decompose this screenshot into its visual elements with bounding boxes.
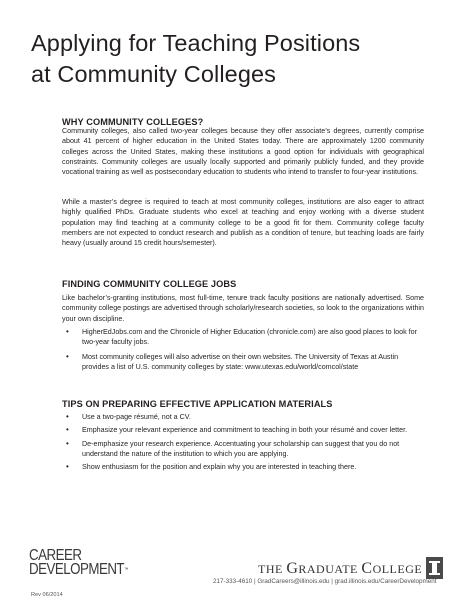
section-heading-finding: FINDING COMMUNITY COLLEGE JOBS — [62, 279, 237, 289]
finding-paragraph-1: Like bachelor’s-granting institutions, most full-time, tenure track faculty positions are nationally advertised. Some community college postings are advertised through scholarly/research societies, so look to the organizations within your own discipline. — [62, 294, 424, 323]
wordmark-c: C — [361, 560, 373, 577]
page-title-line-2: at Community Colleges — [31, 61, 277, 87]
career-development-logo — [29, 549, 132, 577]
wordmark-ollege: OLLEGE — [372, 562, 423, 576]
bullet-text: Emphasize your relevant experience and commitment to teaching in both your résumé and cover letter. — [82, 426, 408, 435]
list-item — [62, 352, 424, 373]
finding-bullet-list — [62, 327, 424, 372]
why-paragraph-2: While a master’s degree is required to teach at most community colleges, institutions are also eager to attract highly qualified PhDs. Graduate students who excel at teaching and enjoy working with a diverse student population may find teaching at a community college to be a good fit for them. Community college faculty members are not expected to conduct research and publish as a condition of tenure, but teaching loads are fairly heavy (usually around 15 credit hours/semester). — [62, 198, 424, 248]
page-title — [31, 28, 451, 90]
bullet-icon: • — [66, 412, 69, 421]
career-logo-line-1: CAREER — [29, 547, 82, 564]
illinois-block-i-icon — [426, 557, 443, 579]
why-paragraph-1: Community colleges, also called two-year colleges because they offer associate’s degrees, currently comprise about 41 percent of higher education in the United States today. There are approximately 1200 community colleges across the United States, making these institutions a good option for individuals with geographical constraints. Community colleges are usually locally supported and primarily publicly funded, and they provide vocational training as well as postsecondary education to students who intend to transfer to four-year institutions. — [62, 127, 424, 177]
career-logo-line-2-text: DEVELOPMENT — [29, 561, 125, 578]
list-item — [62, 412, 424, 422]
list-item — [62, 425, 424, 435]
bullet-text: De-emphasize your research experience. Accentuating your scholarship can suggest that you do not understand the nature of the institution to which you are applying. — [82, 439, 400, 458]
bullet-text: Show enthusiasm for the position and explain why you are interested in teaching there. — [82, 463, 357, 472]
list-item — [62, 327, 424, 348]
trademark-symbol: ™ — [124, 567, 129, 573]
revision-date: Rev 06/2014 — [31, 592, 63, 598]
graduate-college-wordmark — [258, 560, 422, 578]
list-item — [62, 462, 424, 472]
wordmark-g: G — [286, 560, 299, 577]
list-item — [62, 439, 424, 460]
tips-bullet-list — [62, 412, 424, 472]
career-logo-line-2 — [29, 563, 132, 577]
page-title-line-1: Applying for Teaching Positions — [31, 30, 361, 56]
section-heading-tips: TIPS ON PREPARING EFFECTIVE APPLICATION MATERIALS — [62, 399, 333, 409]
wordmark-raduate: RADUATE — [298, 562, 362, 576]
section-heading-why: WHY COMMUNITY COLLEGES? — [62, 117, 204, 127]
bullet-icon: • — [66, 327, 69, 336]
bullet-icon: • — [66, 438, 69, 448]
contact-line: 217-333-4610 | GradCareers@illinois.edu | grad.illinois.edu/CareerDevelopment — [213, 578, 437, 585]
wordmark-the: THE — [258, 562, 287, 576]
bullet-text: Use a two-page résumé, not a CV. — [82, 413, 191, 421]
bullet-text: HigherEdJobs.com and the Chronicle of Higher Education (chronicle.com) are also good places to look for two-year faculty jobs. — [82, 328, 417, 347]
bullet-icon: • — [66, 351, 69, 361]
bullet-text: Most community colleges will also advertise on their own websites. The University of Texas at Austin provides a list of U.S. community colleges by state: www.utexas.edu/world/comcol/state — [82, 352, 399, 371]
bullet-icon: • — [66, 425, 69, 435]
bullet-icon: • — [66, 462, 69, 472]
